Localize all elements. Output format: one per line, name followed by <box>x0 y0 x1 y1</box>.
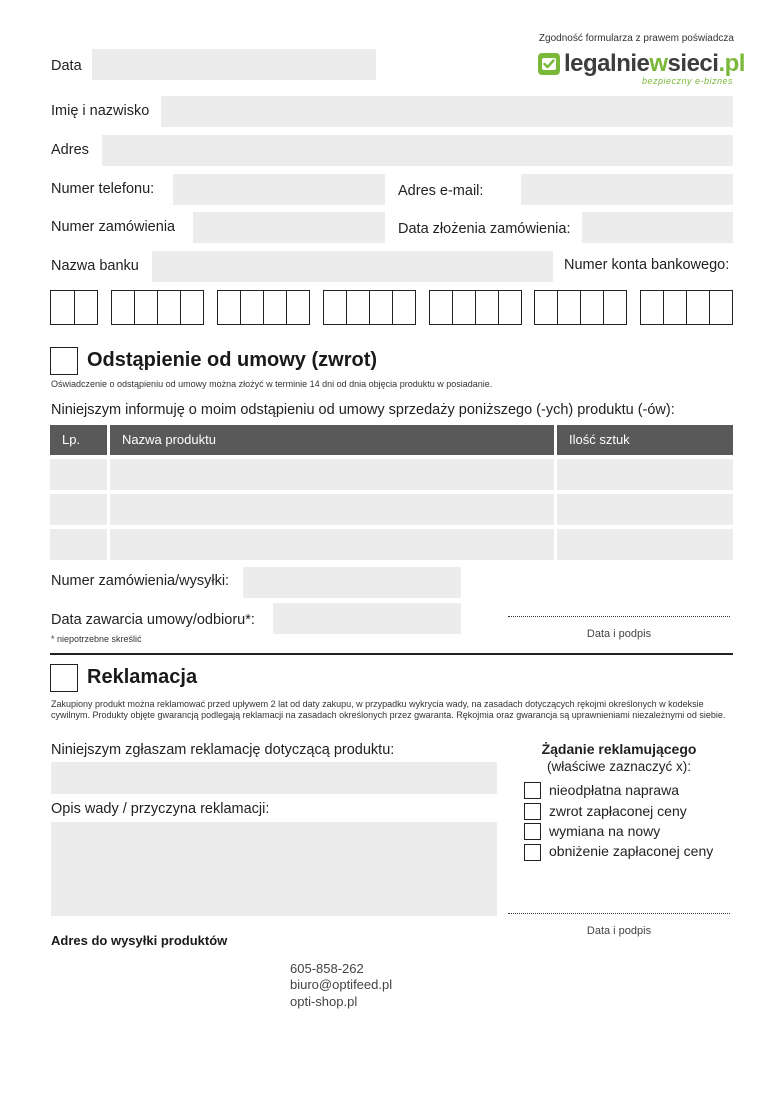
table-cell[interactable] <box>110 494 554 525</box>
defect-field[interactable] <box>51 822 497 916</box>
withdrawal-note: Oświadczenie o odstąpieniu od umowy można złożyć w terminie 14 dni od dnia objęcia produktu w posiadanie. <box>51 379 493 389</box>
logo-part: sieci <box>667 50 719 77</box>
option-label: obniżenie zapłaconej ceny <box>549 843 714 859</box>
complaint-title: Reklamacja <box>87 666 198 688</box>
signature-line <box>508 616 730 617</box>
bank-field[interactable] <box>152 251 553 282</box>
option-label: zwrot zapłaconej ceny <box>549 803 687 819</box>
account-digits-group[interactable] <box>50 290 98 325</box>
defect-label: Opis wady / przyczyna reklamacji: <box>51 801 270 817</box>
option-checkbox[interactable] <box>524 844 541 861</box>
complaint-product-field[interactable] <box>51 762 497 794</box>
shipping-title: Adres do wysyłki produktów <box>51 933 228 948</box>
withdrawal-title: Odstąpienie od umowy (zwrot) <box>87 349 378 371</box>
table-cell[interactable] <box>557 459 733 490</box>
address-label: Adres <box>51 142 89 158</box>
option-checkbox[interactable] <box>524 782 541 799</box>
table-cell[interactable] <box>50 529 107 560</box>
order-shipping-label: Numer zamówienia/wysyłki: <box>51 573 230 589</box>
date-label: Data <box>51 58 82 74</box>
table-cell[interactable] <box>50 459 107 490</box>
signature-label: Data i podpis <box>586 925 652 937</box>
email-field[interactable] <box>521 174 733 205</box>
order-date-label: Data złożenia zamówienia: <box>398 221 571 237</box>
logo-part: w <box>649 50 668 77</box>
address-field[interactable] <box>102 135 733 166</box>
phone-label: Numer telefonu: <box>51 181 155 197</box>
footnote: * niepotrzebne skreślić <box>51 634 142 644</box>
demand-subtitle: (właściwe zaznaczyć x): <box>546 759 692 774</box>
account-label: Numer konta bankowego: <box>564 257 730 273</box>
logo-part: legalnie <box>564 50 650 77</box>
demand-title: Żądanie reklamującego <box>541 741 697 757</box>
complaint-intro: Niniejszym zgłaszam reklamację dotyczącą produktu: <box>51 742 395 758</box>
contract-date-field[interactable] <box>273 603 461 634</box>
logo-wordmark <box>564 50 745 78</box>
account-digits-group[interactable] <box>429 290 522 325</box>
table-cell[interactable] <box>557 529 733 560</box>
withdrawal-checkbox[interactable] <box>50 347 78 375</box>
shipping-email: biuro@optifeed.pl <box>290 977 393 992</box>
table-header-product: Nazwa produktu <box>110 425 554 455</box>
option-checkbox[interactable] <box>524 803 541 820</box>
complaint-checkbox[interactable] <box>50 664 78 692</box>
order-number-label: Numer zamówienia <box>51 219 176 235</box>
signature-line <box>508 913 730 914</box>
date-field[interactable] <box>92 49 376 80</box>
account-digits-group[interactable] <box>640 290 733 325</box>
table-cell[interactable] <box>557 494 733 525</box>
table-cell[interactable] <box>110 529 554 560</box>
section-divider <box>50 653 733 655</box>
brand-logo <box>537 50 745 88</box>
logo-part: .pl <box>718 50 745 77</box>
name-label: Imię i nazwisko <box>51 103 150 119</box>
order-number-field[interactable] <box>193 212 385 243</box>
order-shipping-field[interactable] <box>243 567 461 598</box>
account-digits-group[interactable] <box>217 290 310 325</box>
bank-label: Nazwa banku <box>51 258 139 274</box>
contract-date-label: Data zawarcia umowy/odbioru*: <box>51 612 255 628</box>
signature-label: Data i podpis <box>586 628 652 640</box>
option-label: wymiana na nowy <box>549 823 661 839</box>
table-header-quantity: Ilość sztuk <box>557 425 733 455</box>
phone-field[interactable] <box>173 174 385 205</box>
table-cell[interactable] <box>50 494 107 525</box>
account-digits-group[interactable] <box>323 290 416 325</box>
withdrawal-intro: Niniejszym informuję o moim odstąpieniu od umowy sprzedaży poniższego (-ych) produktu (-ów): <box>51 402 675 418</box>
table-header-lp: Lp. <box>50 425 107 455</box>
order-date-field[interactable] <box>582 212 733 243</box>
table-cell[interactable] <box>110 459 554 490</box>
brand-tagline: Zgodność formularza z prawem poświadcza <box>538 33 734 44</box>
complaint-note: Zakupiony produkt można reklamować przed upływem 2 lat od daty zakupu, w przypadku wykrycia wady, na zasadach dotyczących rękojmi określonych w kodeksie cywilnym. Produkty objęte gwarancją podlegają reklamacji na zasadach określonych przez gwaranta. Rękojmia oraz gwarancja są uprawnieniami niezależnymi od siebie. <box>51 699 726 720</box>
check-badge-icon <box>537 52 561 76</box>
account-digits-group[interactable] <box>111 290 204 325</box>
option-label: nieodpłatna naprawa <box>549 782 679 798</box>
shipping-website: opti-shop.pl <box>290 994 358 1009</box>
shipping-phone: 605-858-262 <box>290 961 364 976</box>
option-checkbox[interactable] <box>524 823 541 840</box>
email-label: Adres e-mail: <box>398 183 484 199</box>
name-field[interactable] <box>161 96 733 127</box>
logo-subtitle: bezpieczny e-biznes <box>641 76 733 86</box>
account-digits-group[interactable] <box>534 290 627 325</box>
